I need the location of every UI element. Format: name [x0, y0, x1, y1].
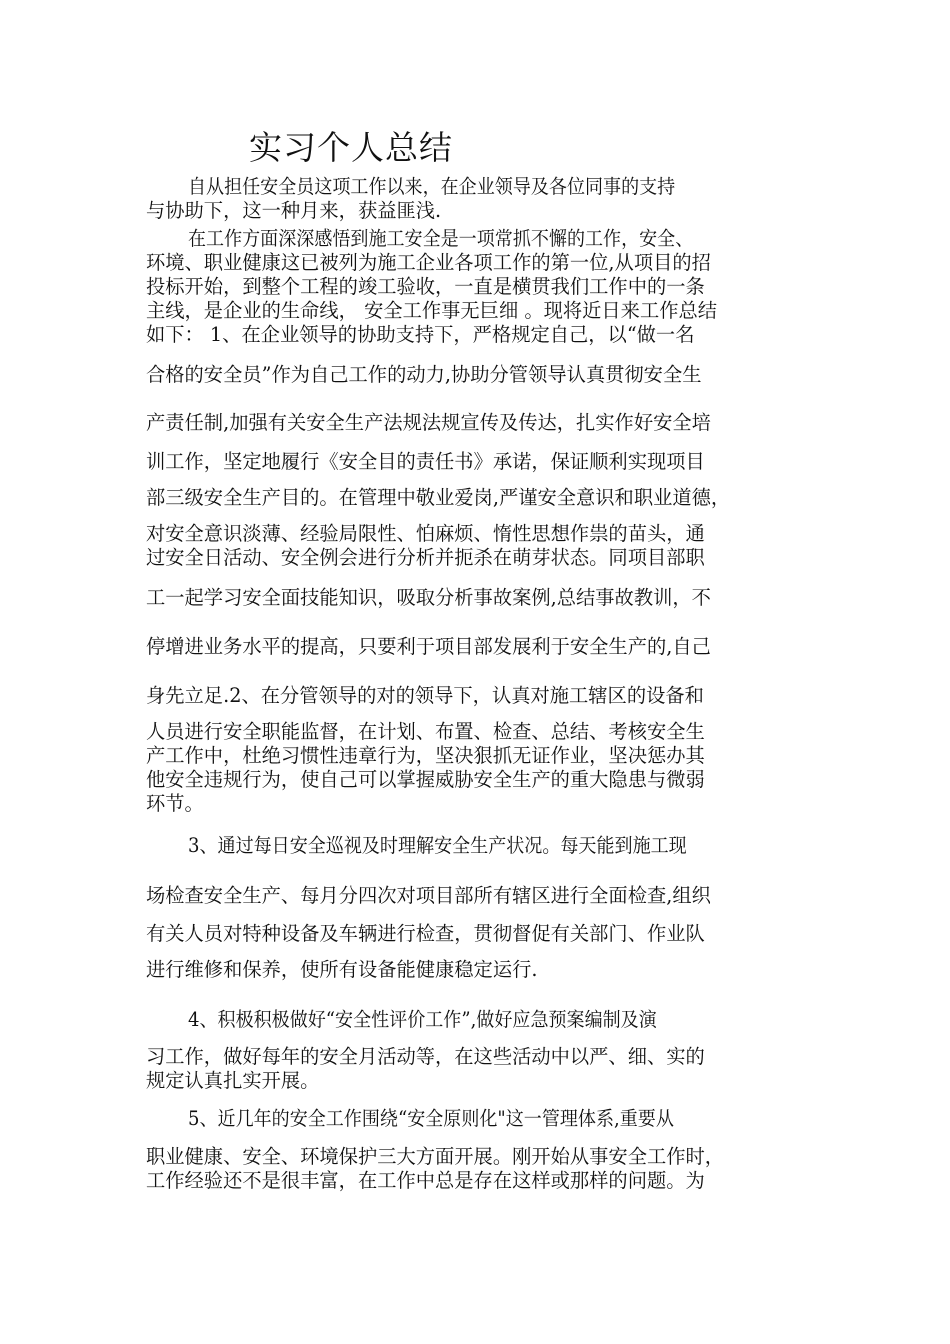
body-line: 进行维修和保养，使所有设备能健康稳定运行.: [146, 958, 538, 981]
body-line: 3、通过每日安全巡视及时理解安全生产状况。每天能到施工现: [188, 834, 687, 857]
body-line: 职业健康、安全、环境保护三大方面开展。刚开始从事安全工作时，: [146, 1145, 725, 1168]
body-line: 习工作，做好每年的安全月活动等，在这些活动中以严、细、实的: [146, 1045, 705, 1068]
body-line: 身先立足.2、在分管领导的对的领导下，认真对施工辖区的设备和: [146, 684, 704, 707]
body-line: 产工作中，杜绝习惯性违章行为，坚决狠抓无证作业，坚决惩办其: [146, 744, 705, 767]
body-line: 产责任制,加强有关安全生产法规法规宣传及传达，扎实作好安全培: [146, 411, 711, 434]
body-line: 工作经验还不是很丰富，在工作中总是存在这样或那样的问题。为: [146, 1169, 705, 1192]
body-line: 主线，是企业的生命线， 安全工作事无巨细 。现将近日来工作总结: [146, 299, 718, 322]
body-line: 5、近几年的安全工作围绕“安全原则化"这一管理体系,重要从: [188, 1107, 674, 1130]
body-line: 在工作方面深深感悟到施工安全是一项常抓不懈的工作，安全、: [188, 227, 694, 250]
body-line: 工一起学习安全面技能知识，吸取分析事故案例,总结事故教训，不: [146, 586, 711, 609]
body-line: 过安全日活动、安全例会进行分析并扼杀在萌芽状态。同项目部职: [146, 546, 705, 569]
body-line: 停增进业务水平的提高，只要利于项目部发展利于安全生产的,自己: [146, 635, 711, 658]
body-line: 自从担任安全员这项工作以来，在企业领导及各位同事的支持: [188, 175, 676, 198]
body-line: 规定认真扎实开展。: [146, 1069, 320, 1092]
body-line: 对安全意识淡薄、经验局限性、怕麻烦、惰性思想作祟的苗头，通: [146, 522, 705, 545]
body-line: 训工作，坚定地履行《安全目的责任书》承诺，保证顺利实现项目: [146, 450, 705, 473]
body-line: 部三级安全生产目的。在管理中敬业爱岗,严谨安全意识和职业道德，: [146, 486, 731, 509]
body-line: 如下： 1、在企业领导的协助支持下，严格规定自己，以“做一名: [146, 323, 695, 346]
body-line: 他安全违规行为，使自己可以掌握威胁安全生产的重大隐患与微弱: [146, 768, 705, 791]
body-line: 合格的安全员”作为自己工作的动力,协助分管领导认真贯彻安全生: [146, 363, 702, 386]
body-line: 投标开始，到整个工程的竣工验收，一直是横贯我们工作中的一条: [146, 275, 705, 298]
body-line: 环境、职业健康这已被列为施工企业各项工作的第一位,从项目的招: [146, 251, 711, 274]
document-title: 实习个人总结: [249, 128, 453, 167]
body-line: 人员进行安全职能监督，在计划、布置、检查、总结、考核安全生: [146, 720, 705, 743]
body-line: 与协助下，这一种月来，获益匪浅.: [146, 199, 442, 222]
body-line: 场检查安全生产、每月分四次对项目部所有辖区进行全面检查,组织: [146, 884, 711, 907]
body-line: 有关人员对特种设备及车辆进行检查，贯彻督促有关部门、作业队: [146, 922, 705, 945]
body-line: 4、积极积极做好“安全性评价工作”,做好应急预案编制及演: [188, 1008, 657, 1031]
body-line: 环节。: [146, 792, 204, 815]
